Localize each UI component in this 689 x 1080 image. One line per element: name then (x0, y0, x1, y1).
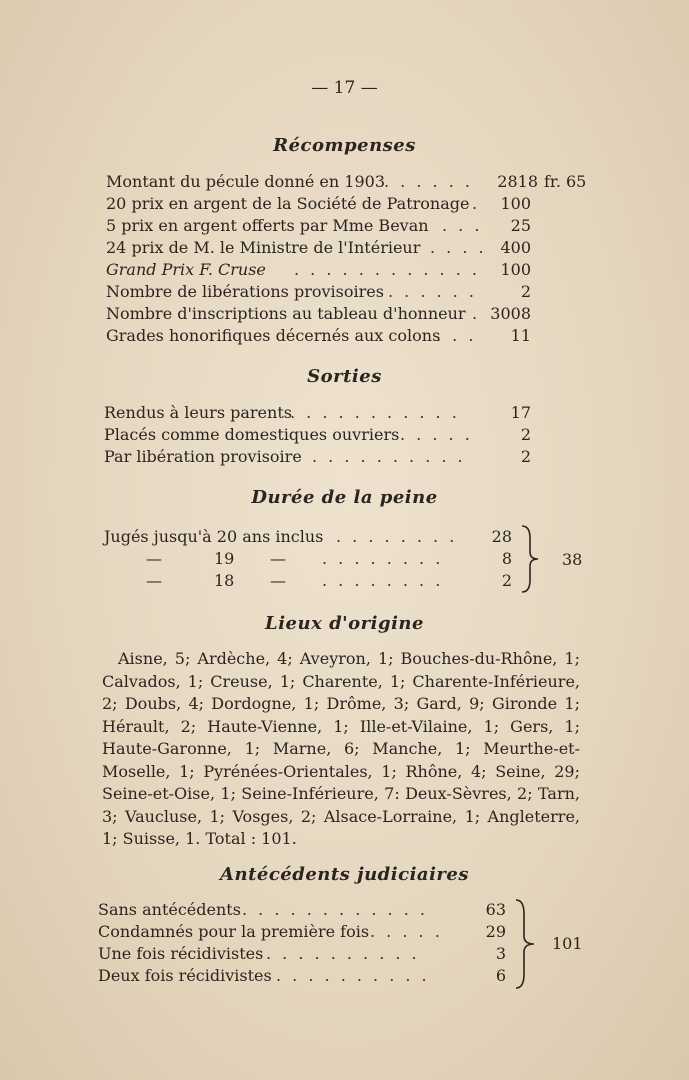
row-label: Nombre d'inscriptions au tableau d'honneur (106, 304, 466, 323)
leader-dots: . . . . . . (388, 282, 477, 301)
leader-dots: . . . . . . . . (336, 527, 458, 546)
ditto-mark: — (270, 571, 286, 590)
leader-dots: . (472, 194, 481, 213)
leader-dots: . . . . . . . . . . . . (294, 260, 480, 279)
row-label: 24 prix de M. le Ministre de l'Intérieur (106, 238, 421, 257)
row-label: Placés comme domestiques ouvriers (104, 425, 400, 444)
row-value: 17 (510, 403, 531, 422)
table-row (104, 446, 584, 468)
row-label: 5 prix en argent offerts par Mme Bevan (106, 216, 429, 235)
ditto-mark: — (270, 549, 286, 568)
row-label: Par libération provisoire (104, 447, 302, 466)
ditto-mark: — (146, 549, 162, 568)
heading-sorties: Sorties (307, 366, 382, 387)
table-row (104, 548, 524, 570)
row-label: 20 prix en argent de la Société de Patronage (106, 194, 470, 213)
table-row (106, 193, 586, 215)
leader-dots: . . . . . . . . (322, 571, 444, 590)
page-number: — 17 — (311, 78, 378, 98)
row-label: Montant du pécule donné en 1903 (106, 172, 386, 191)
leader-dots: . . . . . . (384, 172, 473, 191)
table-row (106, 171, 586, 193)
leader-dots: . . . (436, 326, 477, 345)
table-row (98, 965, 518, 987)
ditto-mark: — (146, 571, 162, 590)
row-value: 8 (501, 549, 512, 568)
row-label: Deux fois récidivistes (98, 966, 272, 985)
row-age: 18 (214, 571, 235, 590)
row-unit: fr. 65 (544, 172, 587, 191)
leader-dots: . . . . . (400, 425, 473, 444)
table-row (106, 281, 586, 303)
row-value: 28 (491, 527, 512, 546)
row-value: 25 (510, 216, 531, 235)
leader-dots: . . . . . (370, 922, 443, 941)
table-row (104, 424, 584, 446)
heading-recompenses: Récompenses (273, 135, 416, 156)
antecedents-total: 101 (552, 934, 583, 953)
table-row (104, 526, 524, 548)
table-row (106, 325, 586, 347)
table-row (106, 259, 586, 281)
row-label: Rendus à leurs parents (104, 403, 292, 422)
right-brace-icon (512, 898, 546, 990)
table-row (104, 570, 524, 592)
leader-dots: . . . . . . . . . . (266, 944, 420, 963)
row-age: 19 (214, 549, 235, 568)
row-label: Jugés jusqu'à 20 ans inclus (104, 527, 324, 546)
leader-dots: . (472, 304, 481, 323)
row-label: Sans antécédents (98, 900, 241, 919)
row-value: 400 (500, 238, 531, 257)
table-row (106, 237, 586, 259)
row-label: Grand Prix F. Cruse (106, 260, 266, 279)
origins-paragraph: Aisne, 5; Ardèche, 4; Aveyron, 1; Bouches-du-Rhône, 1; Calvados, 1; Creuse, 1; Charente, 1; Charente-Inférieure, 2; Doubs, 4; Dordogne, 1; Drôme, 3; Gard, 9; Gironde 1; Hérault, 2; Haute-Vienne, 1; Ille-et-Vilaine, 1; Gers, 1; Haute-Garonne, 1; Marne, 6; Manche, 1; Meurthe-et-Moselle, 1; Pyrénées-Orientales, 1; Rhône, 4; Seine, 29; Seine-et-Oise, 1; Seine-Inférieure, 7: Deux-Sèvres, 2; Tarn, 3; Vaucluse, 1; Vosges, 2; Alsace-Lorraine, 1; Angleterre, 1; Suisse, 1. Total : 101. (102, 649, 580, 848)
table-row (98, 921, 518, 943)
row-value: 100 (500, 260, 531, 279)
row-label: Grades honorifiques décernés aux colons (106, 326, 441, 345)
table-row (104, 402, 584, 424)
row-label: Nombre de libérations provisoires (106, 282, 384, 301)
table-row (106, 215, 586, 237)
row-value: 6 (495, 966, 506, 985)
row-value: 3 (495, 944, 506, 963)
row-value: 29 (485, 922, 506, 941)
leader-dots: . . . . . . . . . . (312, 447, 466, 466)
duree-total: 38 (562, 550, 583, 569)
row-value: 2 (501, 571, 512, 590)
heading-antecedents: Antécédents judiciaires (220, 864, 469, 885)
leader-dots: . . . . . . . . . . (276, 966, 430, 985)
row-value: 2 (520, 447, 531, 466)
leader-dots: . . . . (430, 238, 487, 257)
row-value: 11 (510, 326, 531, 345)
table-row (98, 899, 518, 921)
row-label: Condamnés pour la première fois (98, 922, 370, 941)
row-value: 2818 (497, 172, 538, 191)
row-value: 2 (520, 282, 531, 301)
heading-lieux: Lieux d'origine (265, 613, 424, 634)
table-row (98, 943, 518, 965)
row-value: 100 (500, 194, 531, 213)
heading-duree: Durée de la peine (251, 487, 438, 508)
leader-dots: . . . . . . . . . . . (290, 403, 460, 422)
row-value: 63 (485, 900, 506, 919)
row-value: 2 (520, 425, 531, 444)
row-value: 3008 (490, 304, 531, 323)
row-label: Une fois récidivistes (98, 944, 264, 963)
right-brace-icon (518, 524, 548, 594)
leader-dots: . . . (442, 216, 483, 235)
table-row (106, 303, 586, 325)
leader-dots: . . . . . . . . (322, 549, 444, 568)
leader-dots: . . . . . . . . . . . . (242, 900, 428, 919)
